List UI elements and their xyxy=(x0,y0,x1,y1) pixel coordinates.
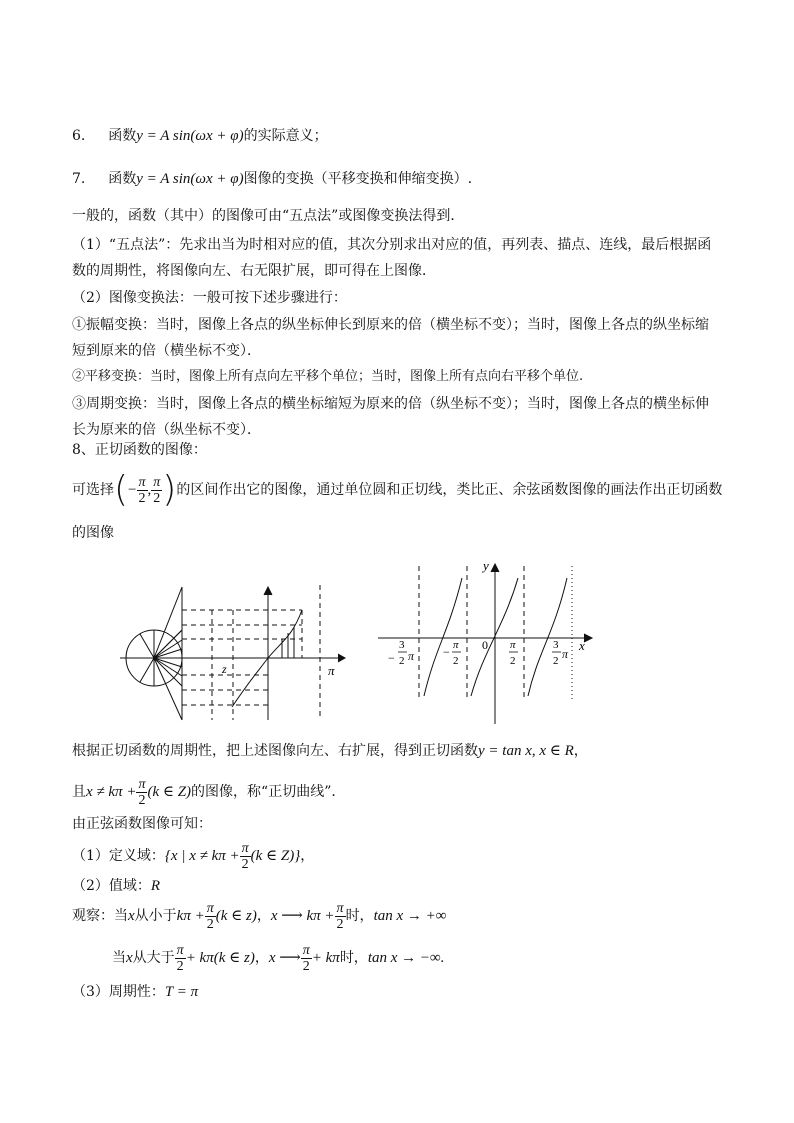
item-7-pre: 函数 xyxy=(108,171,137,187)
obs1-arrow: x ⟶ kπ + xyxy=(270,908,335,924)
fraction-pi-2 xyxy=(175,943,186,974)
obs2-formula-2: + kπ xyxy=(311,950,340,966)
amplitude-line-1: ①振幅变换：当时，图像上各点的纵坐标伸长到原来的倍（横坐标不变）；当时，图像上各点的纵坐标缩 xyxy=(72,317,709,333)
obs1-mid: 从小于 xyxy=(134,908,177,924)
choose-post: 的区间作出它的图像，通过单位圆和正切线，类比正、余弦函数图像的画法作出正切函数 xyxy=(176,482,723,498)
tick-neg3-minus: − xyxy=(388,651,395,665)
origin-label: 0 xyxy=(482,638,488,652)
item-6-post: 的实际意义； xyxy=(243,128,328,144)
tick-pos3-num: 3 xyxy=(553,639,559,651)
obs1-pre: 观察：当 xyxy=(72,908,128,924)
obs1-result: tan x → +∞ xyxy=(373,908,447,924)
item-7-post: 图像的变换（平移变换和伸缩变换）. xyxy=(243,171,473,187)
minus-sign: − xyxy=(128,482,137,498)
observation-line-2 xyxy=(112,940,444,976)
frac-num: π xyxy=(138,776,146,792)
item-7-number: 7. xyxy=(72,171,86,187)
extend-pre: 根据正切函数的周期性，把上述图像向左、右扩展，得到正切函数 xyxy=(72,743,478,759)
item-6-formula: y = A sin(ωx + φ) xyxy=(136,128,244,144)
frac-num: π xyxy=(206,900,214,916)
item-6 xyxy=(72,127,328,145)
fraction-neg-pi-2 xyxy=(137,475,148,506)
and-pre: 且 xyxy=(72,784,86,800)
x-axis-arrow xyxy=(338,654,345,662)
obs2-pre: 当 xyxy=(112,950,126,966)
tick-pos3-den: 2 xyxy=(553,655,559,667)
tick-neg1-minus: − xyxy=(443,645,450,659)
unit-circle-tangent-figure xyxy=(120,575,360,725)
obs2-when: 时， xyxy=(339,950,368,966)
item-6-number: 6. xyxy=(72,128,86,144)
frac-num: π xyxy=(153,474,161,490)
frac-den: 2 xyxy=(153,490,161,506)
item-7 xyxy=(72,170,472,188)
shift-line: ②平移变换：当时，图像上所有点向左平移个单位；当时，图像上所有点向右平移个单位. xyxy=(72,369,584,384)
fraction-pi-2 xyxy=(335,901,346,932)
known-line: 由正弦函数图像可知： xyxy=(72,816,212,832)
tick-neg1-num: π xyxy=(453,639,459,651)
item-8-heading: 8、正切函数的图像： xyxy=(72,442,207,458)
choose-tail: 的图像 xyxy=(72,525,114,541)
fraction-pi-2 xyxy=(136,777,147,808)
period-transform-line-2: 长为原来的倍（纵坐标不变）． xyxy=(72,422,261,438)
tangent-curve-figure xyxy=(376,556,606,726)
fraction-pi-2 xyxy=(240,841,251,872)
tick-neg3-pi: π xyxy=(408,649,415,663)
obs2-arrow: x ⟶ xyxy=(268,950,301,966)
frac-num: π xyxy=(336,900,344,916)
frac-num: π xyxy=(241,840,249,856)
choose-pre: 可选择 xyxy=(72,482,114,498)
obs2-mid: 从大于 xyxy=(132,950,175,966)
five-point-line-1: （1）“五点法”：先求出当为时相对应的值，其次分别求出对应的值，再列表、描点、连线，最后根据函 xyxy=(72,237,712,253)
extend-comma: ， xyxy=(573,743,588,759)
frac-den: 2 xyxy=(206,916,214,932)
fraction-pi-2 xyxy=(301,943,312,974)
period-pre: （3）周期性： xyxy=(72,984,165,1000)
pi-label: π xyxy=(328,663,335,678)
frac-den: 2 xyxy=(176,958,184,974)
domain-pre: （1）定义域： xyxy=(72,848,165,864)
frac-den: 2 xyxy=(138,792,146,808)
tick-pos1-den: 2 xyxy=(510,655,516,667)
obs2-x: x xyxy=(126,950,133,966)
extend-line xyxy=(72,742,588,760)
frac-den: 2 xyxy=(336,916,344,932)
choose-interval-line: 可选择(− $\frac{\pi}{2}$ , $\frac{\pi}{2}$ )的区间作出它的图像，通过单位圆和正切线，类比正、余弦函数图像的画法作出正切函数 xyxy=(72,469,723,510)
y-axis-arrow xyxy=(264,587,272,595)
y-axis-label: y xyxy=(483,558,489,573)
frac-num: π xyxy=(176,942,184,958)
frac-den: 2 xyxy=(241,856,249,872)
extend-formula: y = tan x, x ∈ R xyxy=(478,743,574,759)
transform-heading: （2）图像变换法：一般可按下述步骤进行： xyxy=(72,290,347,306)
obs2-result: tan x → −∞. xyxy=(367,950,445,966)
observation-line-1 xyxy=(72,898,446,934)
obs1-when: 时， xyxy=(345,908,374,924)
obs1-x: x xyxy=(128,908,135,924)
domain-line xyxy=(72,838,314,874)
domain-comma: ， xyxy=(300,848,315,864)
period-value: T = π xyxy=(164,984,199,1000)
general-paragraph: 一般的，函数（其中）的图像可由“五点法”或图像变换法得到． xyxy=(72,208,465,224)
obs2-comma: ， xyxy=(254,950,269,966)
tick-neg3-num: 3 xyxy=(399,639,405,651)
z-label: z xyxy=(222,662,227,676)
tan-branch-1 xyxy=(424,578,462,696)
and-cond: (k ∈ Z) xyxy=(147,784,192,800)
frac-den: 2 xyxy=(138,490,146,506)
frac-den: 2 xyxy=(302,958,310,974)
range-pre: （2）值域： xyxy=(72,878,151,894)
obs1-comma: ， xyxy=(256,908,271,924)
range-value: R xyxy=(150,878,161,894)
fraction-pi-2 xyxy=(205,901,216,932)
tick-pos1-num: π xyxy=(510,639,516,651)
period-transform-line-1: ③周期变换：当时，图像上各点的横坐标缩短为原来的倍（纵坐标不变）；当时，图像上各点的横坐标伸 xyxy=(72,396,709,412)
tick-neg3-den: 2 xyxy=(399,655,405,667)
period-line xyxy=(72,983,198,1001)
obs1-cond: (k ∈ z) xyxy=(215,908,257,924)
range-line xyxy=(72,877,160,895)
and-post: 的图像，称“正切曲线”． xyxy=(191,784,346,800)
close-paren: ) xyxy=(162,469,177,510)
tick-pos3-pi: π xyxy=(562,647,569,661)
tan-branch-3 xyxy=(528,578,567,696)
tick-neg1-den: 2 xyxy=(453,655,459,667)
domain-set-a: {x | x ≠ kπ + xyxy=(164,848,240,864)
amplitude-line-2: 短到原来的倍（横坐标不变）． xyxy=(72,343,261,359)
fraction-pi-2 xyxy=(151,475,162,506)
x-axis-label: x xyxy=(579,638,585,653)
obs2-formula: + kπ(k ∈ z) xyxy=(185,950,255,966)
frac-num: π xyxy=(302,942,310,958)
item-7-formula: y = A sin(ωx + φ) xyxy=(136,171,244,187)
open-paren: ( xyxy=(114,469,129,510)
item-6-pre: 函数 xyxy=(108,128,137,144)
obs1-formula: kπ + xyxy=(176,908,205,924)
and-formula: x ≠ kπ + xyxy=(86,784,137,800)
and-line xyxy=(72,774,345,810)
domain-set-b: (k ∈ Z)} xyxy=(250,848,301,864)
frac-num: π xyxy=(138,474,146,490)
five-point-line-2: 数的周期性，将图像向左、右无限扩展，即可得在上图像． xyxy=(72,263,436,279)
